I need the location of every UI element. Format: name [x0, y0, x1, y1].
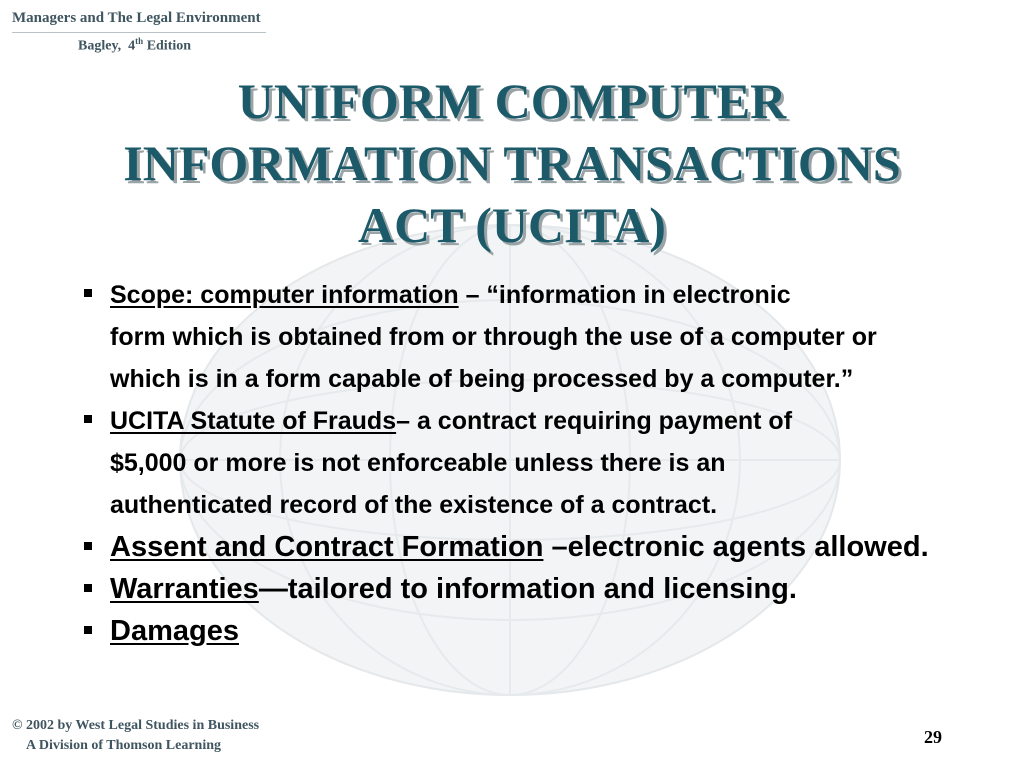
bullet-scope: [80, 274, 980, 400]
book-edition: [78, 36, 191, 55]
book-title: Managers and The Legal Environment: [12, 10, 261, 26]
bullet-damages: [80, 610, 980, 652]
division-text: A Division of Thomson Learning: [26, 738, 222, 753]
title-line: INFORMATION TRANSACTIONS: [123, 135, 901, 191]
edition-number: 4: [128, 38, 136, 54]
bullet-marker: [84, 584, 92, 592]
header-divider: [12, 32, 266, 33]
book-header: [8, 6, 270, 56]
title-line: UNIFORM COMPUTER: [237, 73, 787, 129]
bullet-term: Warranties: [110, 573, 259, 605]
bullet-text: form which is obtained from or through the use of a computer or: [110, 323, 877, 351]
bullet-text: – “information in electronic: [458, 281, 791, 309]
bullet-term: UCITA Statute of Frauds: [110, 407, 397, 435]
copyright-text: © 2002 by West Legal Studies in Business: [12, 718, 260, 733]
bullet-list: [80, 274, 980, 652]
bullet-term: Scope: computer information: [110, 281, 459, 309]
bullet-text: —tailored to information and licensing.: [258, 573, 797, 605]
edition-suffix: th: [135, 36, 144, 46]
bullet-text: $5,000 or more is not enforceable unless there is an: [110, 449, 726, 477]
bullet-marker: [84, 542, 92, 550]
bullet-text: which is in a form capable of being processed by a computer.”: [110, 365, 854, 393]
page-number: 29: [924, 727, 942, 747]
bullet-term: Damages: [110, 615, 239, 647]
bullet-text: – a contract requiring payment of: [396, 407, 793, 435]
bullet-statute-of-frauds: [80, 400, 980, 526]
bullet-marker: [84, 415, 92, 423]
slide-title: [40, 70, 984, 256]
bullet-term: Assent and Contract Formation: [110, 531, 544, 563]
title-line: ACT (UCITA): [358, 197, 666, 253]
edition-word: Edition: [146, 38, 192, 54]
author-name: Bagley,: [78, 38, 122, 54]
bullet-warranties: [80, 568, 980, 610]
bullet-assent: [80, 526, 980, 568]
copyright-footer: [8, 714, 270, 764]
bullet-text: authenticated record of the existence of a contract.: [110, 491, 718, 519]
bullet-marker: [84, 626, 92, 634]
bullet-marker: [84, 289, 92, 297]
bullet-text: –electronic agents allowed.: [543, 531, 929, 563]
